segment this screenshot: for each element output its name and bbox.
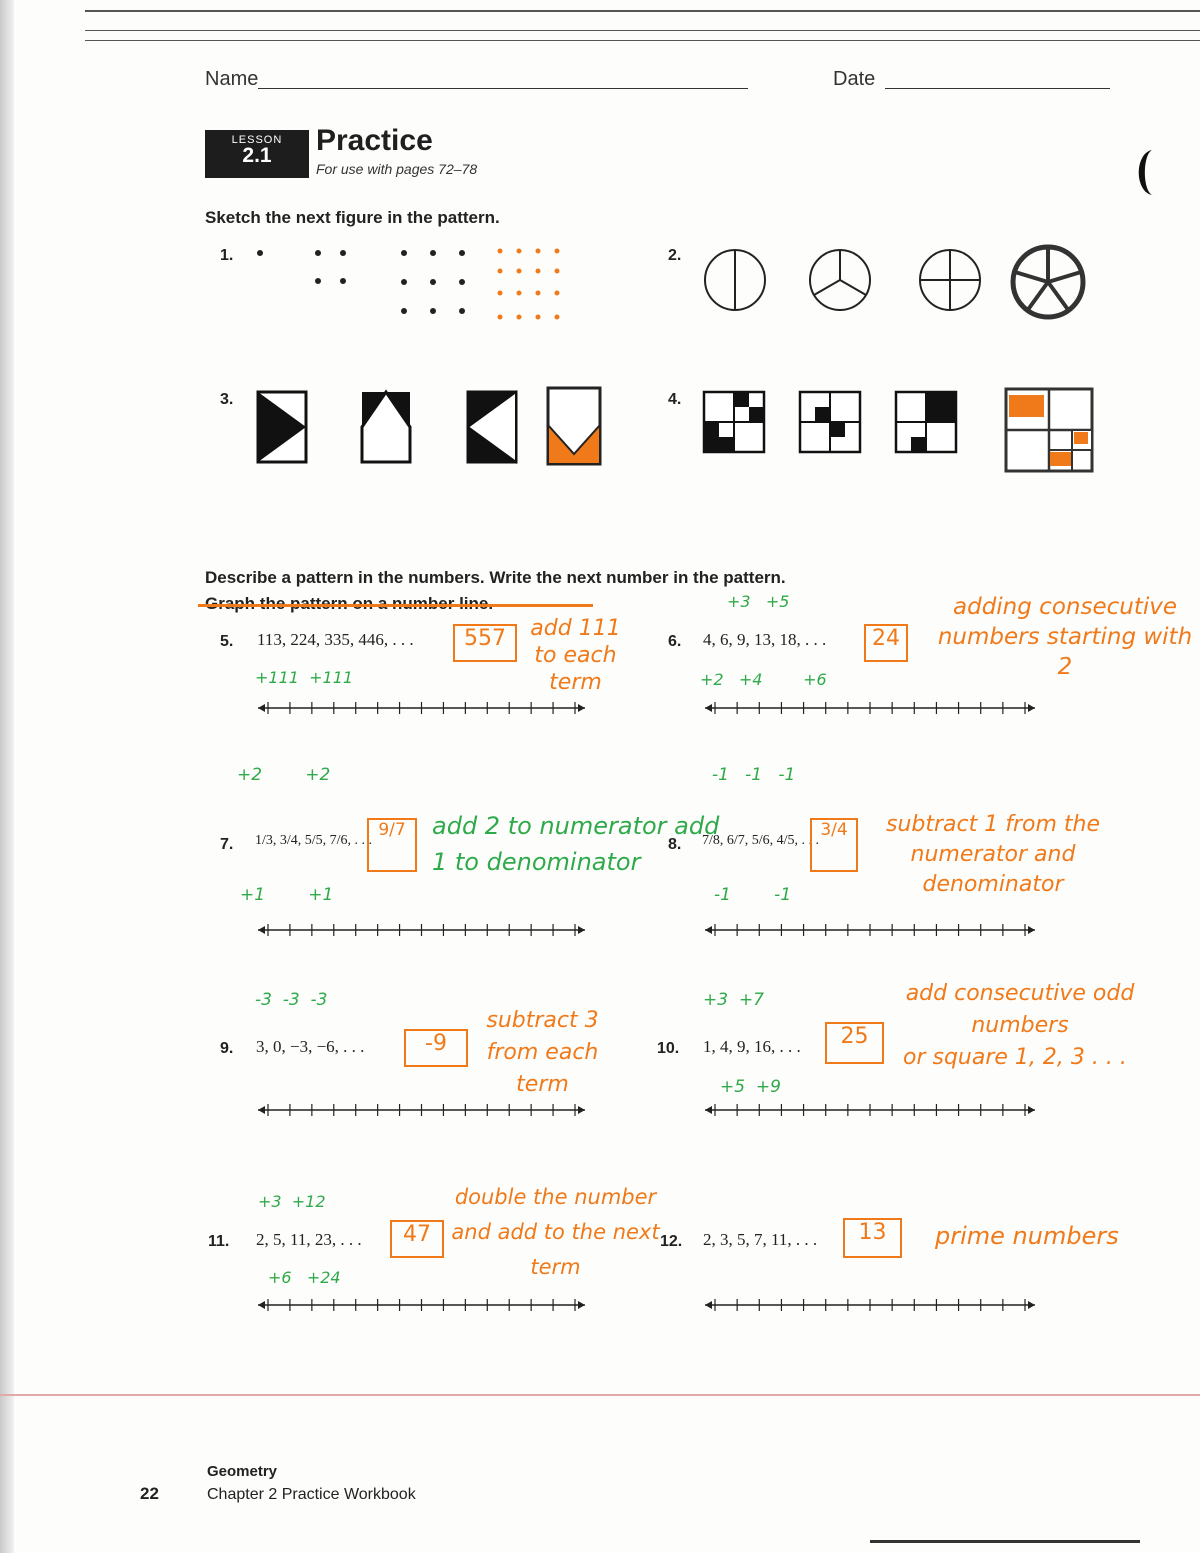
sequence-text: 4, 6, 9, 13, 18, . . .: [703, 630, 827, 649]
scan-border-line: [85, 40, 1200, 41]
answer-box: 3/4: [810, 818, 858, 872]
footer-chapter: Chapter 2 Practice Workbook: [207, 1486, 416, 1503]
circle-pattern-figure: [700, 245, 1100, 325]
problem-number: 3.: [220, 391, 234, 408]
footer-book: Geometry: [207, 1463, 278, 1480]
pattern-note: subtract 1 from the numerator and denominator: [885, 812, 1100, 897]
lesson-badge: [205, 130, 309, 178]
pattern-note: add 111 to each term: [530, 616, 621, 695]
sequence-text: 113, 224, 335, 446, . . .: [257, 630, 414, 649]
problem-number: 1.: [220, 247, 234, 264]
number-line-arrow: [258, 1106, 265, 1114]
number-line-arrow: [1028, 704, 1035, 712]
sequence-text: 1/3, 3/4, 5/5, 7/6, . . .: [255, 833, 373, 848]
difference-marks: +3 +7: [703, 990, 764, 1010]
problem-number: 5.: [220, 633, 234, 650]
problem-number: 2.: [668, 247, 682, 264]
pattern-note-alt: or square 1, 2, 3 . . .: [903, 1045, 1127, 1070]
checker-square-figure: [700, 385, 1100, 475]
triangle-square-figure: [255, 385, 615, 465]
difference-marks: +2 +2: [237, 765, 331, 785]
answer-box: 13: [843, 1218, 902, 1258]
problem-number: 7.: [220, 836, 234, 853]
lesson-tag: LESSON: [231, 134, 283, 146]
answer-box: 557: [453, 624, 517, 662]
number-line-arrow: [705, 1106, 712, 1114]
number-line-arrow: [258, 704, 265, 712]
difference-marks: -1 -1: [714, 885, 792, 905]
number-line-arrow: [705, 1301, 712, 1309]
number-line-arrow: [258, 926, 265, 934]
sequence-text: 2, 3, 5, 7, 11, . . .: [703, 1230, 818, 1249]
number-line-arrow: [1028, 1106, 1035, 1114]
page-title: Practice: [316, 124, 433, 157]
binder-hole-icon: [1135, 145, 1165, 205]
number-line-arrow: [578, 1106, 585, 1114]
pattern-note: subtract 3 from each term: [486, 1008, 599, 1097]
page-number: 22: [140, 1484, 159, 1503]
difference-marks: -3 -3 -3: [255, 990, 328, 1010]
problem-number: 10.: [657, 1040, 680, 1057]
dot-pattern-figure: [250, 245, 610, 325]
difference-marks: +5 +9: [720, 1077, 781, 1097]
answer-box: 47: [390, 1220, 444, 1258]
number-line-arrow: [705, 704, 712, 712]
page-edge-line: [0, 1394, 1200, 1396]
answer-box: 25: [825, 1022, 884, 1064]
sequence-text: 1, 4, 9, 16, . . .: [703, 1037, 801, 1056]
difference-marks: +6 +24: [268, 1268, 341, 1287]
problem-number: 11.: [208, 1233, 230, 1250]
problem-number: 6.: [668, 633, 682, 650]
section2-instruction: Describe a pattern in the numbers. Write the next number in the pattern.: [205, 568, 786, 587]
difference-marks: +1 +1: [240, 885, 334, 905]
date-label: Date: [833, 68, 876, 90]
problem-number: 12.: [660, 1233, 683, 1250]
number-line-arrow: [1028, 926, 1035, 934]
difference-marks: +2 +4 +6: [700, 670, 827, 689]
pattern-note: add consecutive odd numbers: [905, 981, 1135, 1038]
section1-instruction: Sketch the next figure in the pattern.: [205, 208, 500, 227]
problem-number: 4.: [668, 391, 682, 408]
pattern-note: double the number and add to the next term: [451, 1185, 660, 1279]
pattern-note: prime numbers: [935, 1222, 1119, 1250]
problem-number: 8.: [668, 836, 682, 853]
difference-marks: +3 +5: [727, 592, 790, 611]
scan-border-line: [85, 30, 1200, 31]
difference-marks: +3 +12: [258, 1192, 326, 1211]
difference-marks: +111 +111: [255, 668, 354, 687]
scan-border-top: [85, 10, 1200, 12]
number-line-arrow: [578, 1301, 585, 1309]
difference-marks: -1 -1 -1: [712, 765, 796, 785]
page-subtitle: For use with pages 72–78: [316, 161, 478, 177]
number-line-arrow: [705, 926, 712, 934]
answer-box: -9: [404, 1029, 468, 1067]
sequence-text: 2, 5, 11, 23, . . .: [256, 1230, 362, 1249]
answer-box: 9/7: [367, 818, 417, 872]
sequence-text: 7/8, 6/7, 5/6, 4/5, . . .: [702, 833, 820, 848]
name-line: [258, 88, 748, 89]
number-line-arrow: [578, 926, 585, 934]
number-line-arrow: [578, 704, 585, 712]
lesson-number: 2.1: [242, 144, 272, 167]
number-line-arrow: [258, 1301, 265, 1309]
name-label: Name: [205, 68, 259, 90]
answer-box: 24: [864, 624, 908, 662]
scan-edge: [0, 0, 14, 1553]
date-line: [885, 88, 1110, 89]
sequence-text: 3, 0, −3, −6, . . .: [256, 1037, 365, 1056]
bottom-rule: [870, 1540, 1140, 1543]
problem-number: 9.: [220, 1040, 234, 1057]
strikethrough-line: [198, 604, 593, 607]
number-line-arrow: [1028, 1301, 1035, 1309]
pattern-note: adding consecutive numbers starting with 2: [937, 594, 1193, 680]
pattern-note: add 2 to numerator add 1 to denominator: [432, 812, 720, 876]
